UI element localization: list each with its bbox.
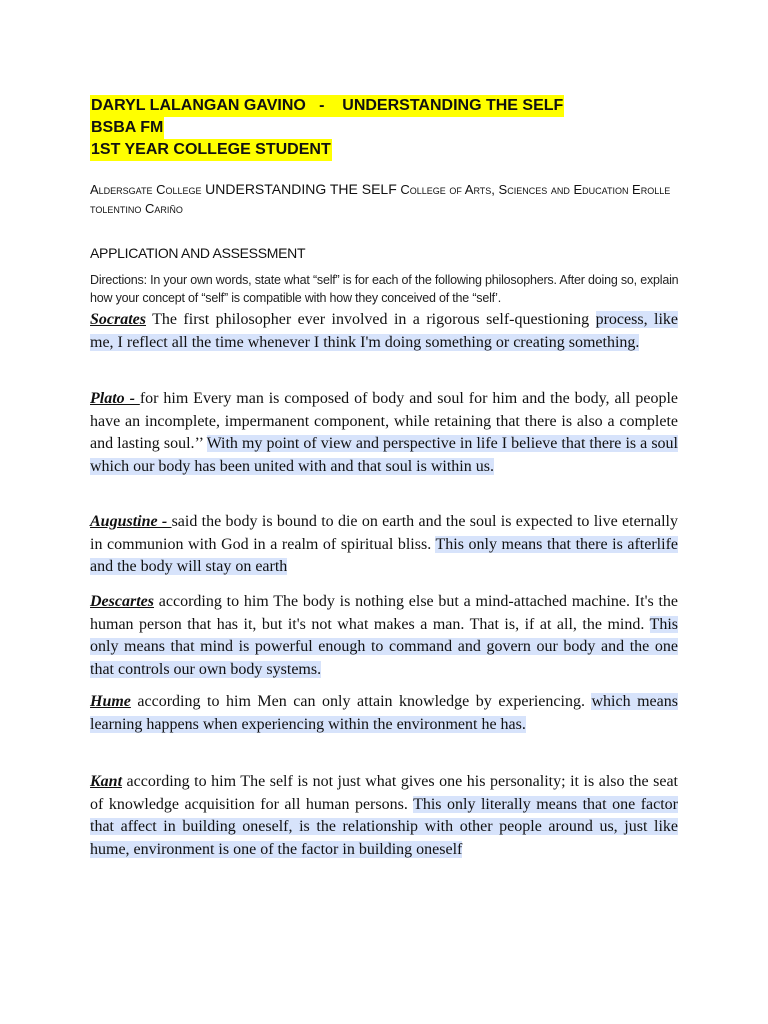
answer-socrates [90,309,678,354]
answer-descartes [90,591,678,681]
philosopher-name: Augustine - [90,513,172,530]
answer-text: according to him Men can only attain knowledge by experiencing. [130,693,592,710]
answer-highlight: This only literally means that one factor that affect in building oneself, is the relationship with other people around us, just like hume, environment is one of the factor in building oneself [90,795,679,858]
answer-highlight: process, like me, I reflect all the time whenever I think I'm doing something or creating something. [90,311,678,351]
answer-text: said the body is bound to die on earth and the soul is expected to live eternally in communion with God in a realm of spiritual bliss. [90,513,678,553]
answer-text: according to him The self is not just what gives one his personality; it is also the seat of knowledge acquisition for all human persons. [90,773,678,813]
course-title: UNDERSTANDING THE SELF [205,181,397,197]
answer-text: for him Every man is composed of body and soul for him and the body, all people have an incomplete, impermanent component, while retaining that there is also a complete and lasting soul.’’ [90,390,678,452]
answer-kant [90,771,678,861]
philosopher-name: Plato - [90,390,140,407]
philosopher-name: Descartes [90,593,154,610]
philosopher-name: Socrates [90,311,146,328]
college-line [90,180,690,218]
student-course: BSBA FM [90,117,164,139]
answer-highlight: This only means that there is afterlife and the body will stay on earth [90,535,679,575]
answer-highlight: which means learning happens when experiencing within the environment he has. [90,693,678,733]
answer-plato [90,388,678,478]
answer-highlight: This only means that mind is powerful enough to command and govern our body and the one that controls our own body systems. [90,615,678,678]
philosopher-name: Kant [90,773,123,790]
answer-highlight: With my point of view and perspective in life I believe that there is a soul which our body has been united with and that soul is within us. [90,435,678,475]
student-header [90,95,564,161]
section-title: APPLICATION AND ASSESSMENT [90,245,306,261]
directions-text: Directions: In your own words, state what “self” is for each of the following philosophers. After doing so, explain how your concept of “self” is compatible with how they conceived of the “self’. [90,273,679,305]
answer-augustine [90,511,678,579]
college-department-instructor: College of Arts, Sciences and Education Erolle tolentino Cariño [90,182,671,216]
answer-hume [90,691,678,736]
student-name-title: DARYL LALANGAN GAVINO - UNDERSTANDING THE SELF [90,95,564,117]
college-name: Aldersgate College [90,182,206,197]
student-year: 1ST YEAR COLLEGE STUDENT [90,139,332,161]
philosopher-name: Hume [90,693,131,710]
answer-text: The first philosopher ever involved in a rigorous self-questioning [146,311,596,328]
answer-text: according to him The body is nothing else but a mind-attached machine. It's the human person that has it, but it's not what makes a man. That is, if at all, the mind. [90,593,678,633]
